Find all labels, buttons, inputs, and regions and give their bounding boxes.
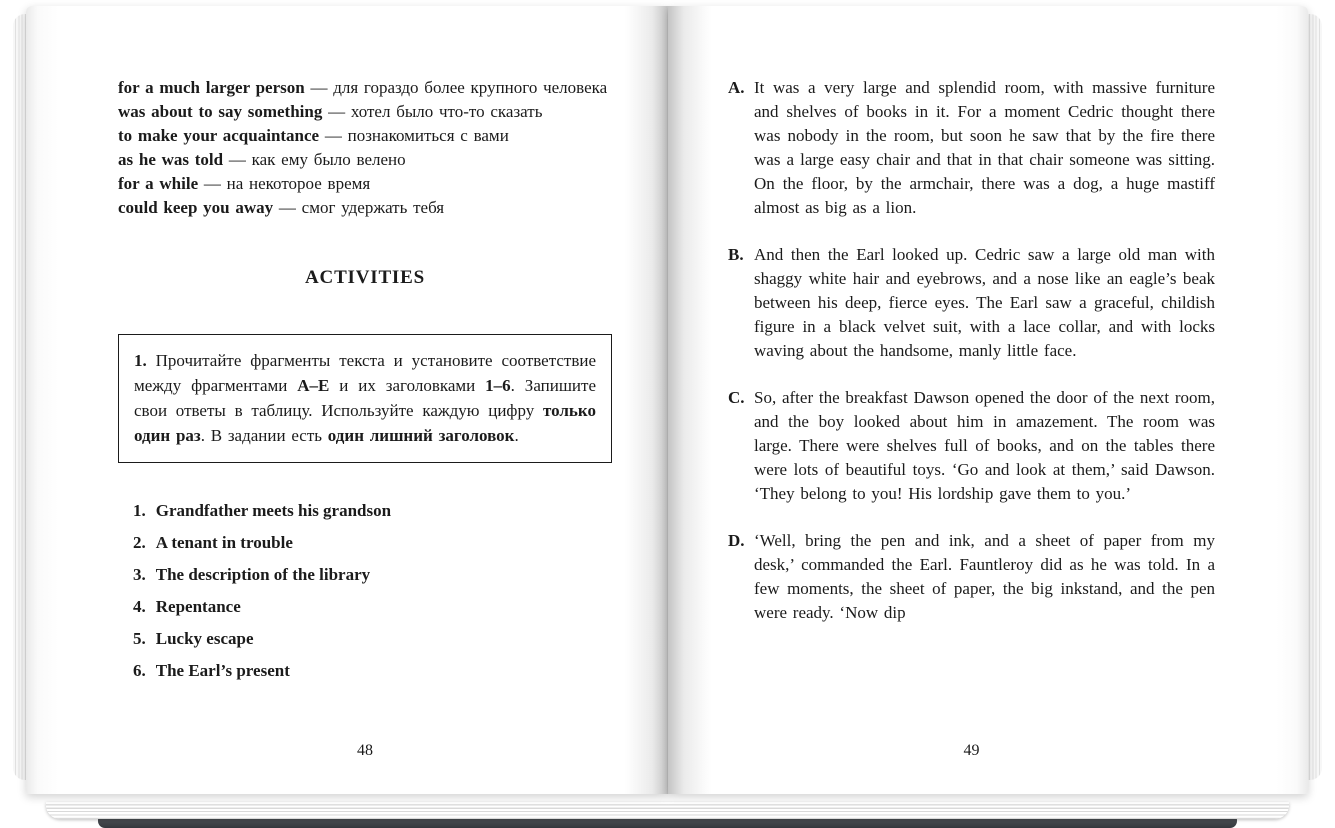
task-text: . В задании есть: [200, 426, 328, 445]
task-text: А–Е: [297, 376, 330, 395]
right-page: [668, 6, 1308, 794]
paragraph-letter: D.: [728, 531, 745, 550]
dash-separator: —: [273, 198, 302, 217]
vocab-translation: смог удержать тебя: [301, 198, 445, 217]
heading-option: [133, 499, 612, 523]
dash-separator: —: [304, 78, 334, 97]
task-number: 1.: [134, 351, 156, 370]
task-text: . Запишите свои ответы в таблицу. Используйте каждую цифру: [134, 376, 596, 420]
heading-option: [133, 531, 612, 555]
task-text: 1–6: [485, 376, 511, 395]
paragraph: [728, 529, 1215, 625]
page-number: 48: [357, 742, 373, 759]
heading-option: [133, 627, 612, 651]
paragraph-text: It was a very large and splendid room, with massive furniture and shelves of books in it. For a moment Cedric thought there was nobody in the room, but soon he saw that by the fire there was a large easy chair and that in that chair someone was sitting. On the floor, by the armchair, there was a dog, a huge mastiff almost as big as a lion.: [754, 78, 1215, 217]
option-label: Repentance: [155, 597, 241, 616]
option-number: 3.: [133, 565, 146, 584]
vocab-term: could keep you away: [118, 198, 274, 217]
vocab-term: to make your acquaintance: [118, 126, 320, 145]
vocab-translation: познакомиться с вами: [347, 126, 509, 145]
vocab-term: for a while: [118, 174, 199, 193]
heading-options-list: [118, 499, 612, 683]
paragraph-text: ‘Well, bring the pen and ink, and a sheet of paper from my desk,’ commanded the Earl. Fauntleroy did as he was told. In a few moments, the sheet of paper, the big inkstand, and the pen were ready. ‘Now dip: [754, 531, 1215, 622]
paragraph-letter: B.: [728, 245, 744, 264]
vocab-entry: [118, 172, 612, 196]
dash-separator: —: [198, 174, 227, 193]
option-label: Lucky escape: [155, 629, 254, 648]
vocab-entry: [118, 148, 612, 172]
option-label: The Earl’s present: [155, 661, 290, 680]
option-number: 4.: [133, 597, 146, 616]
paragraph-text: So, after the breakfast Dawson opened the door of the next room, and the boy looked about him in amazement. The room was large. There were shelves full of books, and on the tables there were lots of beautiful toys. ‘Go and look at them,’ said Dawson. ‘They belong to you! His lordship gave them to you.’: [754, 388, 1215, 503]
task-text: один лишний заголовок: [327, 426, 515, 445]
vocab-translation: как ему было велено: [251, 150, 406, 169]
heading-option: [133, 595, 612, 619]
paragraph: [728, 76, 1215, 220]
left-page: [26, 6, 667, 794]
paragraph: [728, 243, 1215, 363]
vocab-term: for a much larger person: [118, 78, 305, 97]
task-text: .: [514, 426, 519, 445]
right-page-content: [728, 76, 1215, 648]
option-number: 1.: [133, 501, 146, 520]
vocab-entry: [118, 100, 612, 124]
dash-separator: —: [319, 126, 348, 145]
option-label: A tenant in trouble: [155, 533, 293, 552]
vocab-term: was about to say something: [118, 102, 323, 121]
vocab-entry: [118, 76, 612, 100]
option-label: Grandfather meets his grandson: [155, 501, 392, 520]
dash-separator: —: [322, 102, 351, 121]
vocab-entry: [118, 124, 612, 148]
option-label: The description of the library: [155, 565, 371, 584]
activities-heading: ACTIVITIES: [305, 267, 425, 288]
task-text: и их заголовками: [329, 376, 486, 395]
paragraph-text: And then the Earl looked up. Cedric saw a large old man with shaggy white hair and eyebrows, and a nose like an eagle’s beak between his deep, fierce eyes. The Earl saw a graceful, childish figure in a black velvet suit, with a lace collar, and with locks waving about the handsome, manly little face.: [754, 245, 1215, 360]
page-number: 49: [963, 742, 980, 759]
page-stack-bottom-edge: [46, 802, 1289, 819]
vocab-entry: [118, 196, 612, 220]
left-page-content: [118, 76, 612, 691]
heading-option: [133, 563, 612, 587]
page-stack-right-edge: [1307, 14, 1322, 780]
option-number: 5.: [133, 629, 146, 648]
vocab-term: as he was told: [118, 150, 224, 169]
heading-option: [133, 659, 612, 683]
option-number: 6.: [133, 661, 146, 680]
option-number: 2.: [133, 533, 146, 552]
task-text: Прочитайте фрагменты текста и установите соответствие между фрагментами: [134, 351, 596, 395]
task-box: [118, 334, 612, 463]
vocab-translation: на некоторое время: [226, 174, 371, 193]
dash-separator: —: [223, 150, 252, 169]
paragraph-letter: A.: [728, 78, 745, 97]
vocabulary-list: [118, 76, 612, 220]
task-text: только один раз: [134, 401, 596, 445]
paragraph-letter: C.: [728, 388, 745, 407]
vocab-translation: хотел было что-то сказать: [350, 102, 543, 121]
paragraph: [728, 386, 1215, 506]
vocab-translation: для гораздо более крупного человека: [333, 78, 608, 97]
